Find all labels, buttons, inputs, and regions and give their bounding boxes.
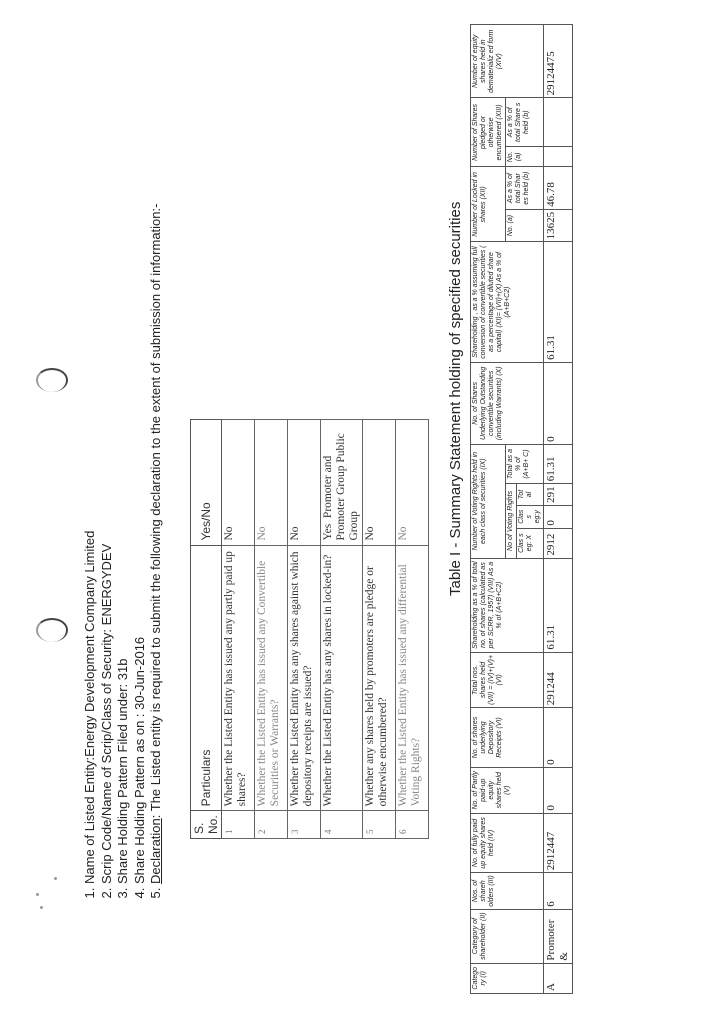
cell-outstanding: 0 (544, 362, 573, 444)
cell-conversion: 61.31 (544, 242, 573, 363)
cell-class-y: 0 (544, 505, 573, 528)
hdr-nos-holders: Nos. of shareh olders (III) (471, 873, 544, 910)
header-item: 1. Name of Listed Entity:Energy Development Company Limited (82, 84, 99, 884)
row-answer: No (363, 420, 396, 546)
summary-table-title: Table I - Summary Statement holding of specified securities (447, 201, 464, 596)
cell-depository: 0 (544, 708, 573, 768)
hdr-voting-total-pct: Total as a % of (A+B+ C) (506, 444, 544, 483)
hdr-fully-paid: No. of fully paid up equity shares held (IV) (471, 813, 544, 873)
declaration-row (321, 420, 363, 839)
row-answer: No (255, 420, 288, 546)
hdr-partly-paid: No. of Partly paid-up equity shares held (V) (471, 767, 544, 813)
cell-voting-total: 291 (544, 484, 573, 506)
hdr-total-shares: Total nos. shares held (VII) = (IV)+(V)+ (VI) (471, 652, 544, 708)
cell-partly-paid: 0 (544, 767, 573, 813)
declaration (148, 84, 165, 884)
hdr-conversion: Shareholding , as a % assuming full conversion of convertible securities ( as a percentage of diluted share capital) (XI)= (VII)+(X) As a % of (A+B+C2) (471, 242, 544, 363)
row-number: 1 (222, 811, 255, 839)
row-answer (321, 420, 363, 546)
hdr-shareholding-pct: Shareholding as a % of total no. of shares (calculated as per SCRR, 1957) (VIII) As a % of (A+B+C2) (471, 558, 544, 652)
hdr-locked-no: No. (a) (506, 209, 544, 242)
row-answer: No (288, 420, 321, 546)
row-answer: No (222, 420, 255, 546)
hdr-class-y: Clas s eg:y (517, 505, 544, 528)
hdr-depository: No. of shares underlying Depository Receipts (VI) (471, 708, 544, 768)
declaration-table (190, 419, 429, 839)
declaration-row (288, 420, 321, 839)
row-number: 3 (288, 811, 321, 839)
cell-pct: 61.31 (544, 558, 573, 652)
col-particulars: Particulars (191, 545, 222, 811)
row-answer-value: Yes (322, 523, 334, 541)
col-sno: S. No. (191, 811, 222, 839)
cell-total: 291244 (544, 652, 573, 708)
cell-demat: 29124475 (544, 25, 573, 98)
cell-category: A (544, 963, 573, 993)
cell-fully-paid: 2912447 (544, 813, 573, 873)
summary-table (470, 24, 573, 994)
hdr-pledged-no: No. (a) (506, 147, 544, 167)
hdr-locked: Number of Locked in shares (XII) (471, 167, 506, 242)
declaration-text: : The Listed entity is required to submit the following declaration to the extent of submission of information:- (148, 203, 163, 819)
header-item: 2. Scrip Code/Name of Scrip/Class of Security: ENERGYDEV (99, 84, 116, 884)
header-item: 4. Share Holding Pattern as on : 30-Jun-2016 (132, 84, 149, 884)
hdr-locked-pct: As a % of total Shar es held (b) (506, 167, 544, 209)
hdr-voting-rights: Number of Voting Rights held in each class of securities (IX) (471, 444, 506, 558)
hdr-voting-no: No of Voting Rights (506, 484, 517, 558)
row-particular: Whether the Listed Entity has any shares in locked-in? (321, 545, 363, 811)
hdr-pledged: Number of Shares pledged or otherwise encumbered (XIII) (471, 98, 506, 167)
cell-holder: Promoter & (544, 909, 573, 963)
declaration-row (222, 420, 255, 839)
cell-locked-pct: 46.78 (544, 167, 573, 209)
declaration-row (396, 420, 429, 839)
hdr-outstanding: No. of Shares Underlying Outstanding convertible securities (including Warrants) (X) (471, 362, 544, 444)
declaration-row (255, 420, 288, 839)
hdr-voting-total: Tot al (517, 484, 544, 506)
row-number: 4 (321, 811, 363, 839)
cell-class-x: 2912 (544, 528, 573, 558)
row-number: 5 (363, 811, 396, 839)
cell-locked-no: 13625 (544, 209, 573, 242)
row-particular: Whether any shares held by promoters are pledge or otherwise encumbered? (363, 545, 396, 811)
row-particular: Whether the Listed Entity has any shares against which depository receipts are issued? (288, 545, 321, 811)
row-particular: Whether the Listed Entity has issued any differential Voting Rights? (396, 545, 429, 811)
cell-pledged-no (544, 147, 573, 167)
row-number: 6 (396, 811, 429, 839)
declaration-label: Declaration (148, 818, 163, 884)
header-item: 3. Share Holding Pattern Filed under: 31b (115, 84, 132, 884)
cell-pledged-pct (544, 98, 573, 147)
summary-header-row (471, 25, 506, 994)
col-yesno: Yes/No (191, 420, 222, 546)
hdr-pledged-pct: As a % of total Share s held (b) (506, 98, 544, 147)
cell-voting-pct: 61.31 (544, 444, 573, 483)
row-particular: Whether the Listed Entity has issued any partly paid up shares? (222, 545, 255, 811)
declaration-header-row (191, 420, 222, 839)
hdr-class-x: Clas s eg: X (517, 528, 544, 558)
declaration-row (363, 420, 396, 839)
hdr-category-holder: Category of shareholder (II) (471, 909, 544, 963)
row-particular: Whether the Listed Entity has issued any Convertible Securities or Warrants? (255, 545, 288, 811)
hdr-category: Catego ry (I) (471, 963, 544, 993)
summary-row-a (544, 25, 573, 994)
row-answer-extra: Promoter and Promoter Group Public Group (322, 433, 360, 541)
row-answer: No (396, 420, 429, 546)
row-number: 2 (255, 811, 288, 839)
hdr-demat: Number of equity shares held in dematerializ ed form (XIV) (471, 25, 544, 98)
document-header (82, 84, 165, 904)
cell-nos: 6 (544, 873, 573, 910)
